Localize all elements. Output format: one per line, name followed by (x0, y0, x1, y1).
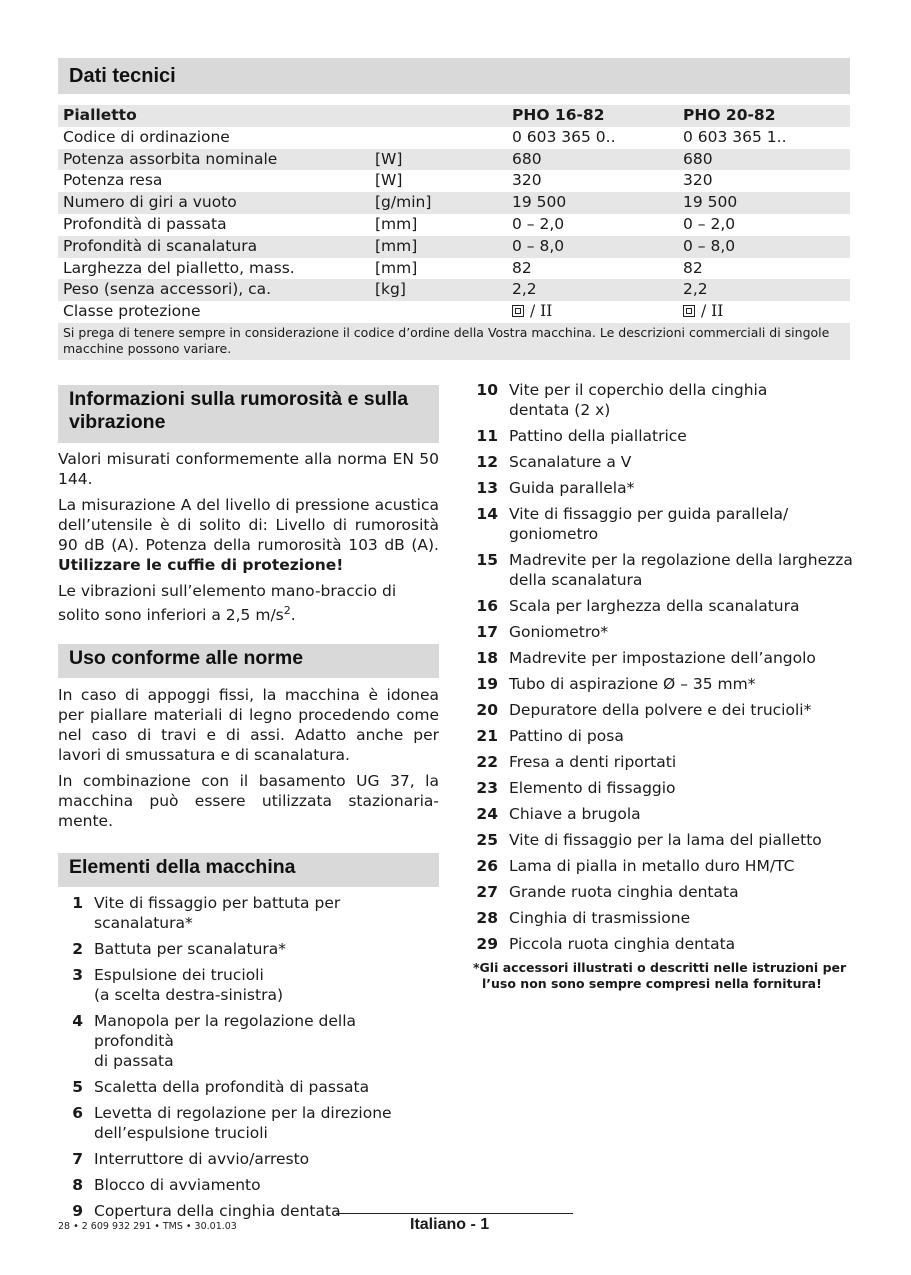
list-item (473, 380, 853, 420)
list-item (58, 1077, 439, 1097)
list-item (473, 804, 853, 824)
header-cell: Pialletto (63, 106, 137, 124)
list-item (58, 939, 439, 959)
header-cell: PHO 20-82 (683, 106, 776, 124)
item-text: Cinghia di trasmissione (509, 909, 691, 927)
elements-list-right-column (473, 380, 853, 992)
row-unit: [W] (375, 171, 403, 190)
table-row (58, 214, 850, 236)
list-item (473, 882, 853, 902)
list-item (473, 596, 853, 616)
item-number: 3 (72, 966, 83, 984)
row-label: Numero di giri a vuoto (63, 193, 237, 212)
item-number: 7 (72, 1150, 83, 1168)
vibration-text: Le vibrazioni sull’elemento mano-braccio di solito sono inferiori a 2,5 m/s (58, 582, 397, 625)
double-insulation-icon (683, 305, 695, 317)
footer-divider (336, 1213, 573, 1214)
list-item (473, 648, 853, 668)
row-value: 19 500 (683, 193, 738, 212)
double-insulation-icon (512, 305, 524, 317)
item-text: Scanalature a V (509, 453, 632, 471)
item-text-continued: (a scelta destra-sinistra) (94, 986, 283, 1004)
item-text: Pattino di posa (509, 727, 624, 745)
header-cell: PHO 16-82 (512, 106, 605, 124)
table-row (58, 170, 850, 192)
noise-title: Informazioni sulla rumorosità e sulla vibrazione (58, 385, 439, 443)
list-item (473, 752, 853, 772)
item-text-continued: della scanalatura (509, 571, 643, 589)
noise-paragraph: Valori misurati conformemente alla norma EN 50 144. (58, 450, 439, 488)
item-number: 25 (476, 831, 498, 849)
protection-class-value (512, 301, 552, 323)
list-item (473, 908, 853, 928)
list-item (473, 452, 853, 472)
class-text: / II (701, 302, 724, 321)
usage-title: Uso conforme alle norme (58, 644, 439, 678)
item-text: Vite di fissaggio per guida parallela/ (509, 505, 789, 523)
item-text-continued: goniometro (509, 525, 599, 543)
list-item (473, 934, 853, 954)
tech-data-table (58, 105, 850, 360)
list-item (473, 504, 853, 544)
accessories-footnote: *Gli accessori illustrati o descritti nelle istruzioni per l’uso non sono sempre compresi nella fornitura! (473, 960, 847, 991)
row-label: Profondità di passata (63, 214, 227, 233)
item-number: 20 (476, 701, 498, 719)
list-item (58, 1175, 439, 1195)
item-text-continued: di passata (94, 1052, 174, 1070)
row-unit: [kg] (375, 280, 406, 299)
list-item (473, 726, 853, 746)
table-row (58, 127, 850, 149)
table-row (58, 149, 850, 171)
row-label: Larghezza del pialletto, mass. (63, 258, 295, 277)
row-label: Potenza resa (63, 171, 163, 190)
item-text: Madrevite per impostazione dell’angolo (509, 649, 816, 667)
row-value: 0 – 2,0 (683, 214, 736, 233)
item-number: 6 (72, 1104, 83, 1122)
usage-paragraph: In combinazione con il basamento UG 37, la macchina può essere utilizzata stazionaria-mente. (58, 772, 439, 830)
item-number: 18 (476, 649, 498, 667)
item-text: Madrevite per la regolazione della larghezza (509, 551, 853, 569)
list-item (473, 426, 853, 446)
tech-data-title: Dati tecnici (58, 58, 850, 94)
item-text: Vite per il coperchio della cinghia (509, 381, 768, 399)
page-label: Italiano - 1 (410, 1216, 490, 1233)
list-item (58, 1201, 439, 1221)
protection-warning: Utilizzare le cuffie di protezione! (58, 556, 344, 574)
list-item (473, 674, 853, 694)
item-text: Blocco di avviamento (94, 1176, 261, 1194)
item-number: 27 (476, 883, 498, 901)
table-row (58, 192, 850, 214)
list-item (58, 965, 439, 1005)
row-unit: [g/min] (375, 193, 432, 212)
table-header-row (58, 105, 850, 127)
item-text: Lama di pialla in metallo duro HM/TC (509, 857, 795, 875)
item-text: Fresa a denti riportati (509, 753, 677, 771)
table-note: Si prega di tenere sempre in considerazione il codice d’ordine della Vostra macchina. Le descrizioni commerciali di singole macchine possono variare. (58, 323, 850, 360)
item-text: Scaletta della profondità di passata (94, 1078, 370, 1096)
item-text: Espulsione dei trucioli (94, 966, 264, 984)
noise-paragraph (58, 495, 439, 575)
item-number: 28 (476, 909, 498, 927)
item-text: Vite di fissaggio per la lama del pialletto (509, 831, 822, 849)
list-item (58, 1149, 439, 1169)
item-text: Tubo di aspirazione Ø – 35 mm* (509, 675, 756, 693)
row-value: 680 (512, 149, 542, 168)
exponent: 2 (283, 604, 291, 617)
item-text: Scala per larghezza della scanalatura (509, 597, 800, 615)
usage-paragraph: In caso di appoggi fissi, la macchina è idonea per piallare materiali di legno procedendo come nel caso di travi e di assi. Adatto anche per lavori di smussatura e di scanalatura. (58, 686, 439, 764)
item-number: 15 (476, 551, 498, 569)
item-number: 16 (476, 597, 498, 615)
row-unit: [W] (375, 149, 403, 168)
table-row (58, 301, 850, 323)
item-text: Grande ruota cinghia dentata (509, 883, 739, 901)
row-value: 2,2 (512, 280, 537, 299)
row-value: 0 – 8,0 (683, 236, 736, 255)
item-text: Guida parallela* (509, 479, 635, 497)
elements-title: Elementi della macchina (58, 853, 439, 887)
list-item (473, 856, 853, 876)
item-number: 22 (476, 753, 498, 771)
item-text: Battuta per scanalatura* (94, 940, 287, 958)
item-text: Copertura della cinghia dentata (94, 1202, 341, 1220)
footer-code: 28 • 2 609 932 291 • TMS • 30.01.03 (58, 1221, 237, 1232)
item-number: 17 (476, 623, 498, 641)
list-item (473, 830, 853, 850)
usage-section (58, 644, 439, 837)
row-value: 0 603 365 1.. (683, 127, 787, 146)
protection-class-value (683, 301, 723, 323)
list-item (473, 478, 853, 498)
row-label: Peso (senza accessori), ca. (63, 280, 272, 299)
row-unit: [mm] (375, 258, 418, 277)
item-text-continued: dell’espulsione trucioli (94, 1124, 268, 1142)
list-item (58, 1103, 439, 1143)
row-label: Codice di ordinazione (63, 127, 230, 146)
row-label: Profondità di scanalatura (63, 236, 258, 255)
item-text: Manopola per la regolazione della profondità (94, 1012, 357, 1050)
row-label: Potenza assorbita nominale (63, 149, 278, 168)
item-text: Piccola ruota cinghia dentata (509, 935, 736, 953)
item-text: Pattino della piallatrice (509, 427, 687, 445)
period: . (290, 606, 296, 625)
item-number: 24 (476, 805, 498, 823)
row-unit: [mm] (375, 214, 418, 233)
table-row (58, 279, 850, 301)
row-value: 19 500 (512, 193, 567, 212)
item-number: 13 (476, 479, 498, 497)
item-number: 2 (72, 940, 83, 958)
item-text: Chiave a brugola (509, 805, 641, 823)
row-value: 680 (683, 149, 713, 168)
item-text-continued: dentata (2 x) (509, 401, 611, 419)
item-number: 14 (476, 505, 498, 523)
item-number: 10 (476, 381, 498, 399)
row-value: 0 – 8,0 (512, 236, 565, 255)
list-item (473, 700, 853, 720)
row-value: 320 (512, 171, 542, 190)
item-text: Goniometro* (509, 623, 609, 641)
item-text: Vite di fissaggio per battuta per scanalatura* (94, 894, 341, 932)
item-number: 5 (72, 1078, 83, 1096)
item-text: Levetta di regolazione per la direzione (94, 1104, 392, 1122)
class-text: / II (530, 302, 553, 321)
item-number: 21 (476, 727, 498, 745)
item-number: 9 (72, 1202, 83, 1220)
item-number: 19 (476, 675, 498, 693)
row-value: 82 (683, 258, 703, 277)
row-value: 320 (683, 171, 713, 190)
row-value: 2,2 (683, 280, 708, 299)
item-number: 8 (72, 1176, 83, 1194)
row-value: 82 (512, 258, 532, 277)
item-number: 23 (476, 779, 498, 797)
item-number: 26 (476, 857, 498, 875)
list-item (58, 1011, 439, 1071)
table-row (58, 258, 850, 280)
elements-list-left (58, 893, 439, 1221)
row-value: 0 – 2,0 (512, 214, 565, 233)
row-value: 0 603 365 0.. (512, 127, 616, 146)
noise-section (58, 385, 439, 631)
list-item (473, 622, 853, 642)
item-number: 4 (72, 1012, 83, 1030)
item-number: 12 (476, 453, 498, 471)
list-item (58, 893, 439, 933)
item-text: Interruttore di avvio/arresto (94, 1150, 310, 1168)
item-text: Depuratore della polvere e dei trucioli* (509, 701, 812, 719)
table-row (58, 236, 850, 258)
item-number: 1 (72, 894, 83, 912)
list-item (473, 778, 853, 798)
item-number: 29 (476, 935, 498, 953)
elements-section (58, 853, 439, 1227)
row-label: Classe protezione (63, 302, 201, 321)
item-number: 11 (476, 427, 498, 445)
row-unit: [mm] (375, 236, 418, 255)
elements-list-right (473, 380, 853, 954)
vibration-paragraph (58, 581, 439, 625)
noise-text: La misurazione A del livello di pressione acustica dell’utensile è di solito di: Livello di rumorosità 90 dB (A). Potenza della rumorosità 103 dB (A). (58, 496, 439, 554)
item-text: Elemento di fissaggio (509, 779, 676, 797)
list-item (473, 550, 853, 590)
